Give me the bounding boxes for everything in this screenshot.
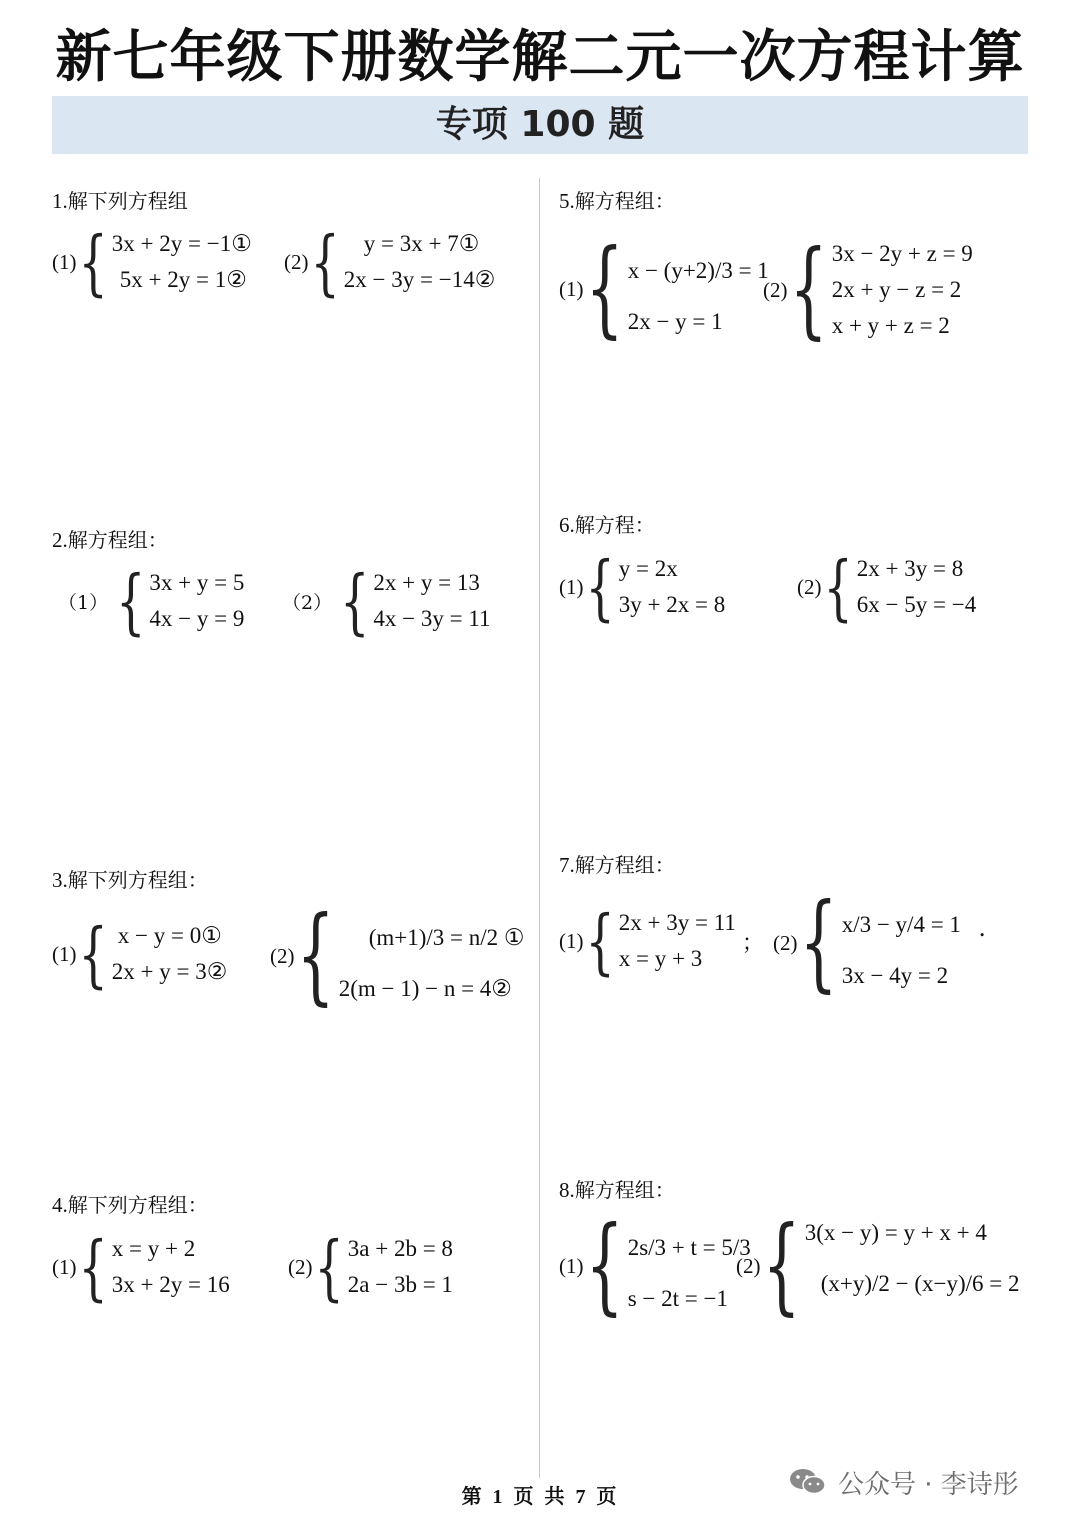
equation-system <box>619 905 736 977</box>
problem-7-part-2 <box>773 881 986 1005</box>
problem-instruction: 解下列方程组 <box>67 189 188 213</box>
problem-1 <box>52 186 532 306</box>
problem-number: 2. <box>52 528 68 552</box>
equation: 2x + y − z = 2 <box>831 277 962 302</box>
equation-system <box>344 226 496 298</box>
part-label: （1） <box>58 591 109 614</box>
equation: 5x + 2y = 1② <box>119 267 247 292</box>
equation: 4x − 3y = 11 <box>373 606 491 631</box>
equation: 3x + 2y = −1① <box>111 231 252 256</box>
equation: 3x + 2y = 16 <box>111 1272 230 1297</box>
equation: (m+1)/3 = n/2 ① <box>368 925 525 950</box>
equation: x − (y+2)/3 = 1 <box>627 258 769 283</box>
left-brace: { <box>78 220 108 304</box>
problem-8-part-1 <box>559 1204 751 1328</box>
equation: 3x − 2y + z = 9 <box>831 241 973 266</box>
problem-3-part-1 <box>52 912 228 996</box>
left-brace: { <box>116 559 146 643</box>
problem-3-part-2 <box>270 894 525 1018</box>
problem-1-part-2 <box>284 220 496 304</box>
problem-7-part-1 <box>559 899 764 983</box>
problem-number: 7. <box>559 853 575 877</box>
part-label: (1) <box>559 574 584 599</box>
equation-system <box>112 226 252 298</box>
equation: 2x + y = 3② <box>111 959 228 984</box>
watermark <box>788 1462 1019 1502</box>
problem-number: 5. <box>559 189 575 213</box>
equation-system <box>373 565 490 637</box>
part-label: (2) <box>736 1253 761 1278</box>
left-brace: { <box>296 894 335 1018</box>
problem-5 <box>559 186 1039 366</box>
current-page-number: 1 <box>492 1486 505 1508</box>
part-label: (1) <box>52 941 77 966</box>
problem-2-part-2 <box>282 559 491 643</box>
equation-system <box>348 1231 453 1303</box>
separator: . <box>978 913 986 942</box>
problem-heading <box>559 186 1039 216</box>
equation: x + y + z = 2 <box>831 313 950 338</box>
problem-heading <box>52 1190 532 1220</box>
left-brace: { <box>340 559 370 643</box>
equation: 2(m − 1) − n = 4② <box>338 976 512 1001</box>
part-label: (2) <box>763 277 788 302</box>
problem-heading <box>52 865 532 895</box>
part-label: （2） <box>282 591 333 614</box>
equation-system <box>628 1215 751 1317</box>
equation: 3(x − y) = y + x + 4 <box>804 1220 987 1245</box>
wechat-icon <box>788 1467 828 1497</box>
equation-system <box>842 892 961 994</box>
problem-instruction: 解下列方程组： <box>67 868 208 892</box>
part-label: (1) <box>559 928 584 953</box>
left-brace: { <box>823 545 853 629</box>
equation-system <box>628 238 769 340</box>
equation: x = y + 2 <box>111 1236 196 1261</box>
problem-number: 3. <box>52 868 68 892</box>
problem-7 <box>559 850 1039 1005</box>
problem-4-part-1 <box>52 1225 230 1309</box>
equation: 2x + 3y = 11 <box>618 910 736 935</box>
part-label: (2) <box>270 943 295 968</box>
problem-1-part-1 <box>52 220 252 304</box>
left-brace: { <box>78 912 108 996</box>
equation: y = 2x <box>618 556 678 581</box>
equation-system <box>857 551 976 623</box>
left-brace: { <box>78 1225 108 1309</box>
part-label: (1) <box>52 249 77 274</box>
problem-number: 8. <box>559 1178 575 1202</box>
part-label: (2) <box>797 574 822 599</box>
total-pages: 7 <box>575 1486 588 1508</box>
left-brace: { <box>585 545 615 629</box>
problem-3 <box>52 865 532 1018</box>
problem-instruction: 解下列方程组： <box>67 1193 208 1217</box>
problem-2 <box>52 525 532 645</box>
equation: 2x − y = 1 <box>627 309 723 334</box>
problem-number: 6. <box>559 513 575 537</box>
equation: x = y + 3 <box>618 946 703 971</box>
equation: s − 2t = −1 <box>627 1286 728 1311</box>
equation: 3x − 4y = 2 <box>841 963 949 988</box>
problem-4 <box>52 1190 532 1310</box>
equation-system <box>619 551 725 623</box>
problem-heading <box>52 525 532 555</box>
equation-system <box>832 236 973 344</box>
equation-system <box>149 565 244 637</box>
part-label: (1) <box>52 1254 77 1279</box>
footer-prefix: 第 <box>461 1484 484 1508</box>
equation-system <box>112 918 228 990</box>
part-label: (1) <box>559 1253 584 1278</box>
equation: 6x − 5y = −4 <box>856 592 977 617</box>
equation: 2s/3 + t = 5/3 <box>627 1235 751 1260</box>
equation: 3a + 2b = 8 <box>347 1236 453 1261</box>
problem-6 <box>559 510 1039 630</box>
footer-middle: 页 共 <box>513 1484 567 1508</box>
page-subtitle: 专项 100 题 <box>435 104 645 145</box>
problem-6-part-1 <box>559 545 726 629</box>
left-brace: { <box>314 1225 344 1309</box>
watermark-text: 公众号 · 李诗彤 <box>838 1469 1019 1500</box>
problem-number: 1. <box>52 189 68 213</box>
equation: x/3 − y/4 = 1 <box>841 912 961 937</box>
part-label: (2) <box>773 930 798 955</box>
problem-instruction: 解方程组： <box>574 1178 675 1202</box>
equation: 3x + y = 5 <box>149 570 245 595</box>
footer-suffix: 页 <box>596 1484 619 1508</box>
equation-system <box>805 1215 1020 1317</box>
equation: 2x + 3y = 8 <box>856 556 964 581</box>
column-divider <box>539 178 540 1478</box>
left-brace: { <box>585 227 624 351</box>
problem-number: 4. <box>52 1193 68 1217</box>
problem-2-part-1 <box>58 559 245 643</box>
problem-instruction: 解方程： <box>574 513 655 537</box>
equation: 4x − y = 9 <box>149 606 245 631</box>
equation: (x+y)/2 − (x−y)/6 = 2 <box>820 1271 1020 1296</box>
part-label: (2) <box>284 249 309 274</box>
part-label: (2) <box>288 1254 313 1279</box>
problem-8-part-2 <box>736 1204 1020 1328</box>
left-brace: { <box>762 1204 801 1328</box>
problem-heading <box>559 850 1039 880</box>
problem-heading <box>559 1175 1039 1205</box>
problem-6-part-2 <box>797 545 977 629</box>
equation: 2a − 3b = 1 <box>347 1272 453 1297</box>
subtitle-band <box>52 96 1028 154</box>
left-brace: { <box>585 899 615 983</box>
equation-system <box>339 905 525 1007</box>
problem-8 <box>559 1175 1039 1335</box>
problem-5-part-1 <box>559 227 769 351</box>
left-brace: { <box>789 228 828 352</box>
left-brace: { <box>799 881 838 1005</box>
equation: y = 3x + 7① <box>363 231 480 256</box>
equation: x − y = 0① <box>117 923 222 948</box>
separator: ； <box>741 929 764 955</box>
equation: 2x + y = 13 <box>373 570 480 595</box>
equation: 2x − 3y = −14② <box>343 267 496 292</box>
problem-instruction: 解方程组： <box>67 528 168 552</box>
problem-instruction: 解方程组： <box>574 853 675 877</box>
left-brace: { <box>585 1204 624 1328</box>
problem-4-part-2 <box>288 1225 453 1309</box>
equation-system <box>112 1231 230 1303</box>
problem-5-part-2 <box>763 228 973 352</box>
page-title: 新七年级下册数学解二元一次方程计算 <box>55 25 1025 90</box>
left-brace: { <box>310 220 340 304</box>
problem-instruction: 解方程组： <box>574 189 675 213</box>
problem-heading <box>559 510 1039 540</box>
part-label: (1) <box>559 276 584 301</box>
problem-heading <box>52 186 532 216</box>
equation: 3y + 2x = 8 <box>618 592 726 617</box>
